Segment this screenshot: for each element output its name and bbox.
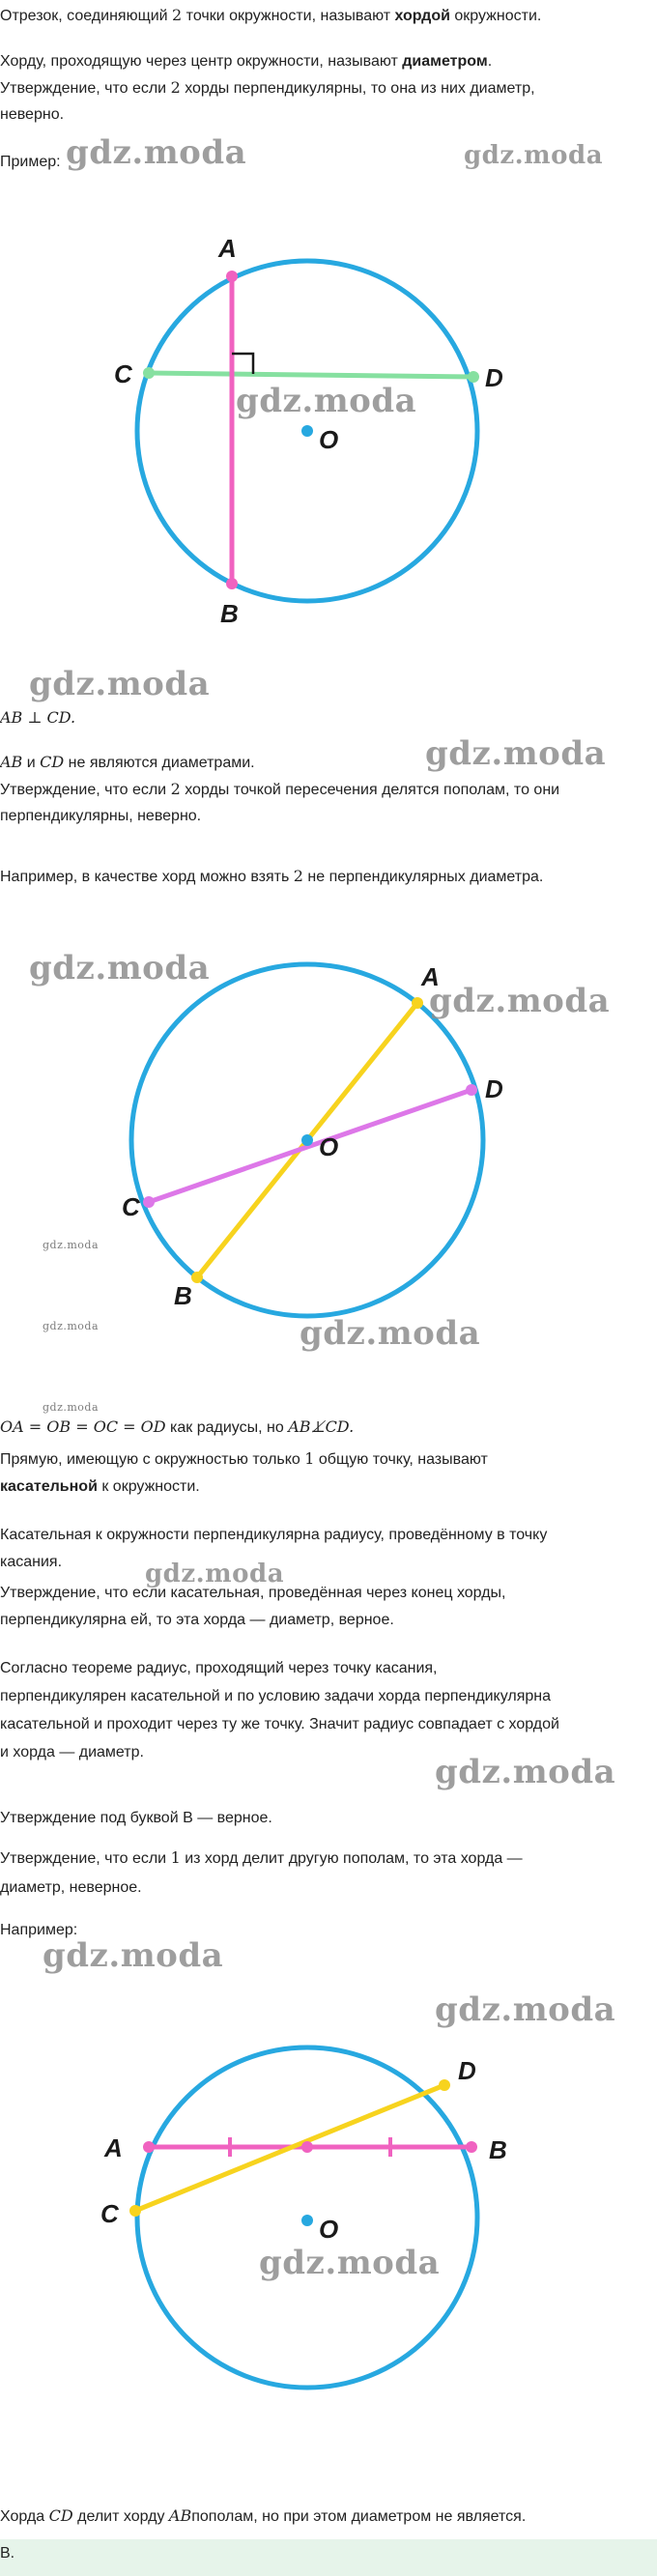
point-b <box>466 2141 477 2153</box>
label-o: O <box>319 1132 339 1161</box>
point-midpoint <box>301 2141 313 2153</box>
diameter-cd <box>149 1090 471 1202</box>
watermark: gdz.moda <box>43 1936 224 1975</box>
point-d <box>466 1084 477 1096</box>
label-o: O <box>319 2215 339 2244</box>
point-o <box>301 2215 313 2226</box>
point-d <box>439 2079 450 2091</box>
paragraph-tangent: Прямую, имеющую с окружностью только 1 общую точку, называют касательной к окружности. <box>0 1449 488 1495</box>
paragraph-answer-b-true: Утверждение под буквой В — верное. <box>0 1810 272 1826</box>
text: Хорду, проходящую через центр окружности, называют <box>0 53 403 70</box>
label-c: C <box>114 359 132 388</box>
perpendicular-statement: AB ⊥ CD. <box>0 708 76 727</box>
paragraph-chord-definition <box>0 2 649 29</box>
text: окружности. <box>449 8 542 24</box>
paragraph-radii: OA = OB = OC = OD как радиусы, но AB⊥̸CD. <box>0 1417 355 1436</box>
label-b: B <box>174 1281 192 1310</box>
example-label: Например: <box>0 1922 78 1938</box>
paragraph-diameters-example: Например, в качестве хорд можно взять 2 не перпендикулярных диаметра. <box>0 867 544 885</box>
point-o <box>301 1134 313 1146</box>
point-c <box>143 367 155 379</box>
term-tangent: касательной <box>0 1478 98 1495</box>
answer-text: В. <box>0 2545 15 2562</box>
watermark-small: gdz.moda <box>43 1320 100 1332</box>
point-o <box>301 425 313 437</box>
text: неверно. <box>0 106 65 123</box>
term-diameter: диаметром <box>402 53 488 70</box>
text: хорды перпендикулярны, то она из них диаметр, <box>180 80 535 97</box>
point-b <box>191 1272 203 1283</box>
text: . <box>487 53 493 70</box>
point-a <box>226 271 238 282</box>
label-c: C <box>122 1192 140 1221</box>
label-o: O <box>319 425 339 454</box>
watermark: gdz.moda <box>29 949 211 987</box>
label-b: B <box>489 2135 507 2164</box>
label-d: D <box>458 2056 476 2085</box>
point-b <box>226 578 238 589</box>
point-a <box>143 2141 155 2153</box>
term-chord: хордой <box>394 8 450 24</box>
label-d: D <box>485 363 503 392</box>
watermark: gdz.moda <box>464 141 604 170</box>
figure-bisected-chord <box>0 2039 657 2445</box>
point-c <box>129 2205 141 2217</box>
paragraph-statement-true: Утверждение, что если касательная, проведённая через конец хорды, перпендикулярна ей, то эта хорда — диаметр, верное. <box>0 1585 506 1628</box>
paragraph-proof: Согласно теореме радиус, проходящий через точку касания, перпендикулярен касательной и по условию задачи хорда перпендикулярна касательной и проходит через ту же точку. Значит радиус совпадает с хордой и хорда — диаметр. <box>0 1660 559 1760</box>
watermark: gdz.moda <box>425 734 607 773</box>
text: Отрезок, соединяющий <box>0 8 173 24</box>
watermark-small: gdz.moda <box>43 1239 100 1251</box>
point-c <box>143 1196 155 1208</box>
watermark: gdz.moda <box>236 382 417 420</box>
text: точки окружности, называют <box>182 8 395 24</box>
watermark: gdz.moda <box>300 1314 481 1353</box>
watermark: gdz.moda <box>66 133 247 172</box>
watermark: gdz.moda <box>429 982 611 1020</box>
math-number: 2 <box>170 78 181 97</box>
label-d: D <box>485 1074 503 1103</box>
chord-cd <box>149 373 473 377</box>
text: Утверждение, что если <box>0 80 171 97</box>
watermark: gdz.moda <box>29 665 211 703</box>
label-a: A <box>104 2133 123 2162</box>
watermark-small: gdz.moda <box>43 1401 100 1414</box>
math-number: 2 <box>172 6 183 24</box>
figure-perpendicular-chords <box>0 213 657 638</box>
watermark: gdz.moda <box>259 2244 441 2282</box>
point-a <box>412 997 423 1009</box>
watermark: gdz.moda <box>435 1990 616 2029</box>
watermark: gdz.moda <box>145 1560 285 1589</box>
paragraph-not-diameters: AB и CD не являются диаметрами. Утверждение, что если 2 хорды точкой пересечения делятся пополам, то они перпендикулярны, неверно. <box>0 753 560 824</box>
paragraph-tangent-radius: Касательная к окружности перпендикулярна радиусу, проведённому в точку касания. <box>0 1527 548 1570</box>
watermark: gdz.moda <box>435 1753 616 1791</box>
paragraph-diameter-definition <box>0 48 649 128</box>
paragraph-conclusion: Хорда CD делит хорду ABпополам, но при этом диаметром не является. <box>0 2506 527 2525</box>
answer-box <box>0 2539 657 2576</box>
label-c: C <box>100 2199 119 2228</box>
label-a: A <box>421 962 440 991</box>
label-a: A <box>218 234 237 263</box>
point-d <box>468 371 479 383</box>
right-angle-mark <box>232 354 253 374</box>
example-label: Пример: <box>0 154 61 170</box>
label-b: B <box>220 599 239 628</box>
paragraph-bisect: Утверждение, что если 1 из хорд делит другую пополам, то эта хорда — диаметр, неверное. <box>0 1848 523 1896</box>
